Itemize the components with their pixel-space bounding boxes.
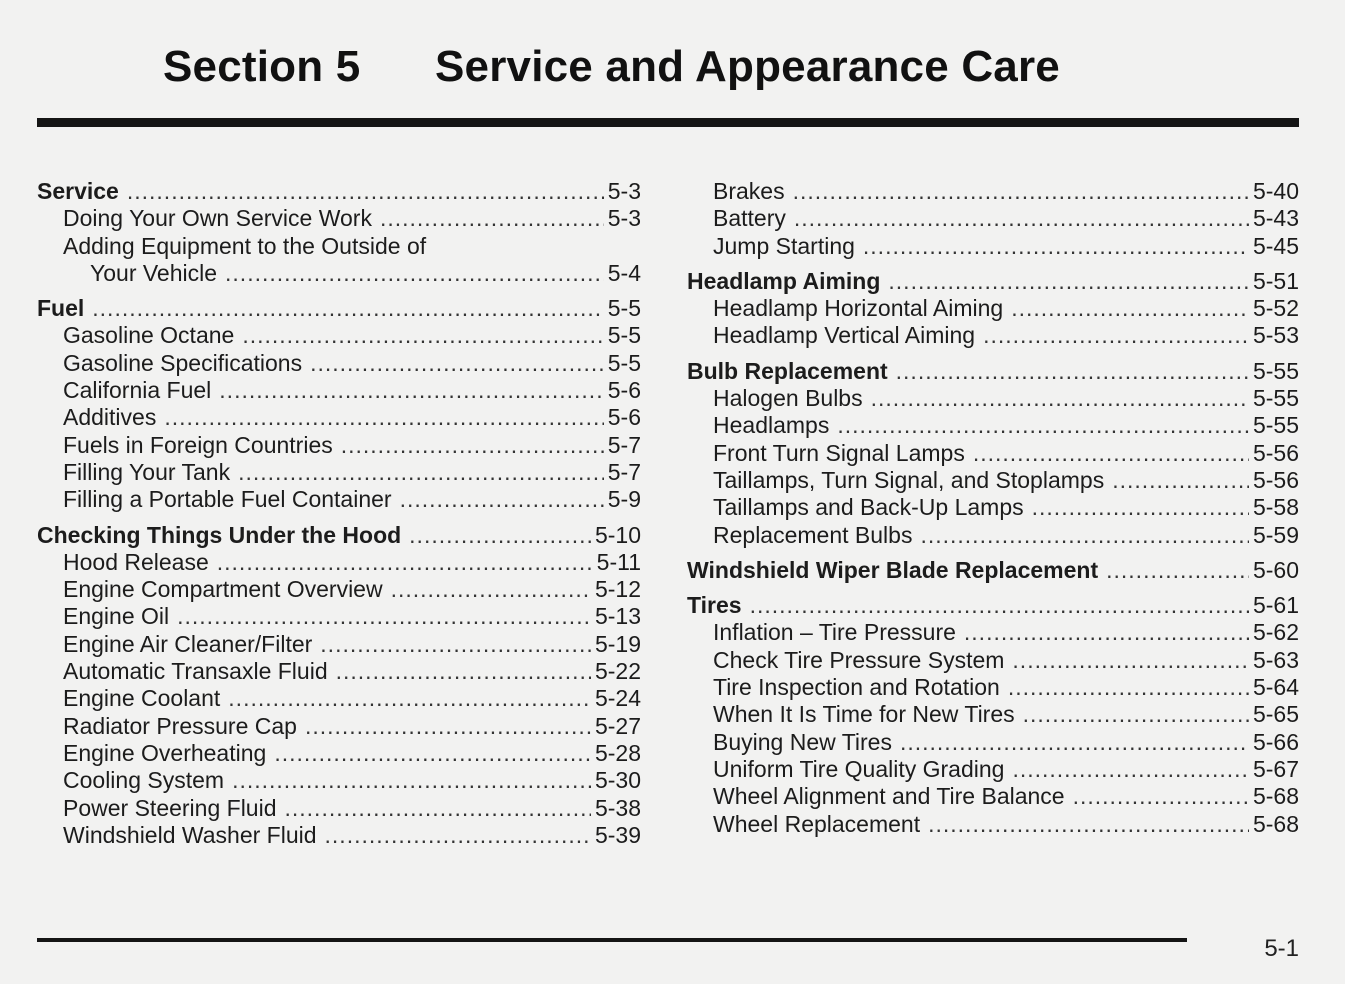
bottom-divider [37, 938, 1187, 942]
toc-entry-page: 5-7 [607, 458, 641, 485]
dot-leader [1008, 674, 1249, 701]
toc-entry-page: 5-52 [1252, 295, 1299, 322]
toc-entry-page: 5-58 [1252, 494, 1299, 521]
toc-entry[interactable] [687, 295, 1299, 322]
dot-leader [242, 322, 603, 349]
toc-entry-page: 5-6 [607, 404, 641, 431]
toc-entry[interactable] [37, 432, 641, 459]
toc-entry[interactable] [687, 557, 1299, 584]
toc-entry[interactable] [37, 350, 641, 377]
dot-leader [871, 385, 1249, 412]
toc-entry-page: 5-27 [594, 712, 641, 739]
dot-leader [750, 592, 1249, 619]
dot-leader [232, 767, 591, 794]
dot-leader [1011, 295, 1249, 322]
dot-leader [217, 549, 593, 576]
toc-entry-title: Buying New Tires [713, 728, 892, 755]
dot-leader [225, 260, 604, 287]
toc-entry-page: 5-28 [594, 739, 641, 766]
toc-entry[interactable] [37, 260, 641, 287]
dot-leader [793, 178, 1249, 205]
toc-entry-page: 5-51 [1252, 267, 1299, 294]
dot-leader [920, 522, 1249, 549]
toc-entry[interactable] [37, 713, 641, 740]
toc-entry[interactable] [37, 377, 641, 404]
dot-leader [983, 322, 1249, 349]
toc-entry-title: Doing Your Own Service Work [63, 205, 372, 232]
toc-entry[interactable] [37, 822, 641, 849]
dot-leader [164, 404, 603, 431]
toc-entry-title: Tires [687, 592, 742, 619]
dot-leader [228, 685, 591, 712]
toc-entry-page: 5-55 [1252, 385, 1299, 412]
toc-entry-title: Windshield Wiper Blade Replacement [687, 556, 1099, 583]
toc-entry[interactable] [687, 233, 1299, 260]
toc-entry-title: Wheel Alignment and Tire Balance [713, 783, 1065, 810]
toc-entry-title: Headlamp Vertical Aiming [713, 322, 976, 349]
toc-entry-title: Engine Air Cleaner/Filter [63, 630, 313, 657]
toc-entry-page: 5-10 [594, 521, 641, 548]
toc-entry-page: 5-45 [1252, 232, 1299, 259]
toc-entry[interactable] [37, 322, 641, 349]
toc-entry-title: Check Tire Pressure System [713, 646, 1005, 673]
toc-entry-title: Headlamps [713, 412, 830, 439]
dot-leader [1012, 647, 1249, 674]
dot-leader [238, 459, 604, 486]
toc-entry-title: Engine Overheating [63, 739, 267, 766]
toc-entry-title: Replacement Bulbs [713, 521, 913, 548]
toc-entry-title: Wheel Replacement [713, 810, 921, 837]
section-header [163, 42, 1060, 92]
toc-entry-title: When It Is Time for New Tires [713, 701, 1015, 728]
toc-entry-title: Engine Coolant [63, 685, 221, 712]
toc-entry[interactable] [687, 674, 1299, 701]
dot-leader [400, 486, 604, 513]
toc-entry[interactable] [37, 740, 641, 767]
dot-leader [1032, 494, 1249, 521]
toc-entry-page: 5-7 [607, 431, 641, 458]
dot-leader [325, 822, 591, 849]
toc-entry-title: Inflation – Tire Pressure [713, 619, 956, 646]
toc-entry-page: 5-38 [594, 794, 641, 821]
toc-entry[interactable] [687, 811, 1299, 838]
toc-entry[interactable] [37, 486, 641, 513]
top-divider [37, 118, 1299, 127]
section-label: Section 5 [163, 42, 361, 91]
toc-entry-page: 5-22 [594, 658, 641, 685]
dot-leader [336, 658, 591, 685]
toc-entry-page: 5-62 [1252, 619, 1299, 646]
dot-leader [1073, 783, 1249, 810]
toc-entry[interactable] [687, 522, 1299, 549]
toc-entry-title: Service [37, 178, 119, 204]
toc-entry-page: 5-5 [607, 349, 641, 376]
toc-entry-page: 5-39 [594, 821, 641, 848]
toc-entry[interactable] [687, 619, 1299, 646]
toc-entry-page: 5-24 [594, 685, 641, 712]
toc-entry-page: 5-6 [607, 377, 641, 404]
toc-entry[interactable] [37, 233, 641, 260]
toc-entry-title: Automatic Transaxle Fluid [63, 658, 328, 685]
toc-entry[interactable] [687, 701, 1299, 728]
toc-entry-page: 5-56 [1252, 439, 1299, 466]
toc-entry[interactable] [37, 795, 641, 822]
dot-leader [900, 729, 1249, 756]
toc-entry-title: Hood Release [63, 548, 209, 575]
toc-entry-page: 5-68 [1252, 783, 1299, 810]
dot-leader [219, 377, 603, 404]
toc-entry-page: 5-11 [596, 548, 641, 575]
section-title: Service and Appearance Care [435, 42, 1060, 91]
dot-leader [320, 631, 591, 658]
toc-entry-page: 5-5 [607, 295, 641, 322]
toc-entry-page: 5-56 [1252, 466, 1299, 493]
dot-leader [928, 811, 1249, 838]
toc-entry-title: Bulb Replacement [687, 357, 888, 384]
dot-leader [794, 205, 1249, 232]
toc-right-column [687, 178, 1299, 838]
toc-entry[interactable] [37, 459, 641, 486]
dot-leader [1023, 701, 1249, 728]
toc-entry-title: Cooling System [63, 767, 225, 794]
toc-entry-title: Engine Compartment Overview [63, 576, 383, 603]
toc-entry[interactable] [687, 756, 1299, 783]
toc-entry-page: 5-13 [594, 603, 641, 630]
toc-entry[interactable] [37, 404, 641, 431]
toc-entry-page: 5-40 [1252, 178, 1299, 204]
toc-entry[interactable] [37, 685, 641, 712]
toc-entry-title: California Fuel [63, 377, 212, 404]
toc-entry-title: Filling Your Tank [63, 458, 231, 485]
dot-leader [973, 440, 1249, 467]
dot-leader [888, 268, 1249, 295]
toc-entry-page: 5-53 [1252, 322, 1299, 349]
toc-entry[interactable] [37, 603, 641, 630]
toc-entry-title: Gasoline Octane [63, 322, 235, 349]
toc-entry[interactable] [687, 783, 1299, 810]
dot-leader [837, 412, 1249, 439]
dot-leader [285, 795, 591, 822]
toc-entry[interactable] [37, 549, 641, 576]
dot-leader [1106, 557, 1249, 584]
toc-entry[interactable] [687, 178, 1299, 205]
toc-entry[interactable] [687, 647, 1299, 674]
toc-entry[interactable] [687, 494, 1299, 521]
toc-entry-title: Gasoline Specifications [63, 349, 303, 376]
dot-leader [127, 178, 604, 205]
toc-entry-title: Your Vehicle [90, 259, 218, 286]
dot-leader [177, 603, 591, 630]
toc-entry-page: 5-9 [607, 486, 641, 513]
toc-entry-title: Windshield Washer Fluid [63, 821, 317, 848]
toc-entry-title: Battery [713, 205, 786, 232]
toc-entry-page: 5-63 [1252, 646, 1299, 673]
toc-entry[interactable] [687, 322, 1299, 349]
toc-entry[interactable] [687, 268, 1299, 295]
toc-entry-page: 5-55 [1252, 412, 1299, 439]
toc-entry-title: Fuels in Foreign Countries [63, 431, 333, 458]
toc-entry-title: Taillamps and Back-Up Lamps [713, 494, 1024, 521]
toc-entry[interactable] [687, 467, 1299, 494]
toc-entry-page: 5-55 [1252, 357, 1299, 384]
toc-entry-title: Power Steering Fluid [63, 794, 277, 821]
toc-entry[interactable] [687, 592, 1299, 619]
toc-entry[interactable] [687, 440, 1299, 467]
toc-entry[interactable] [37, 658, 641, 685]
toc-entry-title: Taillamps, Turn Signal, and Stoplamps [713, 466, 1105, 493]
toc-entry-title: Uniform Tire Quality Grading [713, 755, 1005, 782]
toc-entry-page: 5-5 [607, 322, 641, 349]
dot-leader [310, 350, 604, 377]
toc-entry[interactable] [687, 358, 1299, 385]
dot-leader [1012, 756, 1249, 783]
toc-entry-title: Halogen Bulbs [713, 385, 863, 412]
page-number: 5-1 [1264, 935, 1299, 962]
toc-entry-title: Front Turn Signal Lamps [713, 439, 965, 466]
toc-entry[interactable] [37, 522, 641, 549]
toc-entry-page: 5-4 [607, 259, 641, 286]
toc-entry-title: Radiator Pressure Cap [63, 712, 297, 739]
dot-leader [380, 205, 604, 232]
toc-entry-page: 5-12 [594, 576, 641, 603]
toc-entry-page: 5-60 [1252, 556, 1299, 583]
dot-leader [1112, 467, 1249, 494]
toc-entry[interactable] [37, 295, 641, 322]
toc-entry-page: 5-19 [594, 630, 641, 657]
toc-entry-page: 5-64 [1252, 674, 1299, 701]
toc-entry[interactable] [687, 205, 1299, 232]
dot-leader [92, 295, 603, 322]
dot-leader [274, 740, 591, 767]
dot-leader [896, 358, 1249, 385]
toc-entry-title: Tire Inspection and Rotation [713, 674, 1000, 701]
toc-entry-page: 5-3 [607, 205, 641, 232]
dot-leader [391, 576, 591, 603]
toc-entry-title: Adding Equipment to the Outside of [63, 232, 427, 259]
toc-entry-title: Headlamp Horizontal Aiming [713, 295, 1004, 322]
toc-entry[interactable] [687, 385, 1299, 412]
toc-entry[interactable] [37, 205, 641, 232]
toc-entry-page: 5-43 [1252, 205, 1299, 232]
toc-entry-page: 5-61 [1252, 592, 1299, 619]
toc-entry-page: 5-59 [1252, 521, 1299, 548]
toc-entry-title: Headlamp Aiming [687, 267, 881, 294]
dot-leader [409, 522, 591, 549]
toc-entry[interactable] [37, 767, 641, 794]
toc-entry-title: Filling a Portable Fuel Container [63, 486, 392, 513]
toc-entry[interactable] [37, 576, 641, 603]
toc-entry-title: Checking Things Under the Hood [37, 521, 402, 548]
toc-entry-page: 5-65 [1252, 701, 1299, 728]
dot-leader [863, 233, 1249, 260]
toc-entry-title: Engine Oil [63, 603, 170, 630]
dot-leader [341, 432, 604, 459]
dot-leader [964, 619, 1249, 646]
toc-entry[interactable] [37, 178, 641, 205]
toc-entry[interactable] [687, 412, 1299, 439]
toc-entry[interactable] [37, 631, 641, 658]
toc-left-column [37, 178, 641, 849]
toc-entry-title: Brakes [713, 178, 785, 204]
toc-entry-page: 5-67 [1252, 755, 1299, 782]
toc-entry-page: 5-66 [1252, 728, 1299, 755]
dot-leader [305, 713, 591, 740]
toc-entry-page: 5-68 [1252, 810, 1299, 837]
toc-entry-page: 5-3 [607, 178, 641, 204]
toc-entry-title: Jump Starting [713, 232, 855, 259]
toc-entry-page: 5-30 [594, 767, 641, 794]
toc-entry-title: Additives [63, 404, 157, 431]
toc-entry-title: Fuel [37, 295, 85, 322]
toc-entry[interactable] [687, 729, 1299, 756]
